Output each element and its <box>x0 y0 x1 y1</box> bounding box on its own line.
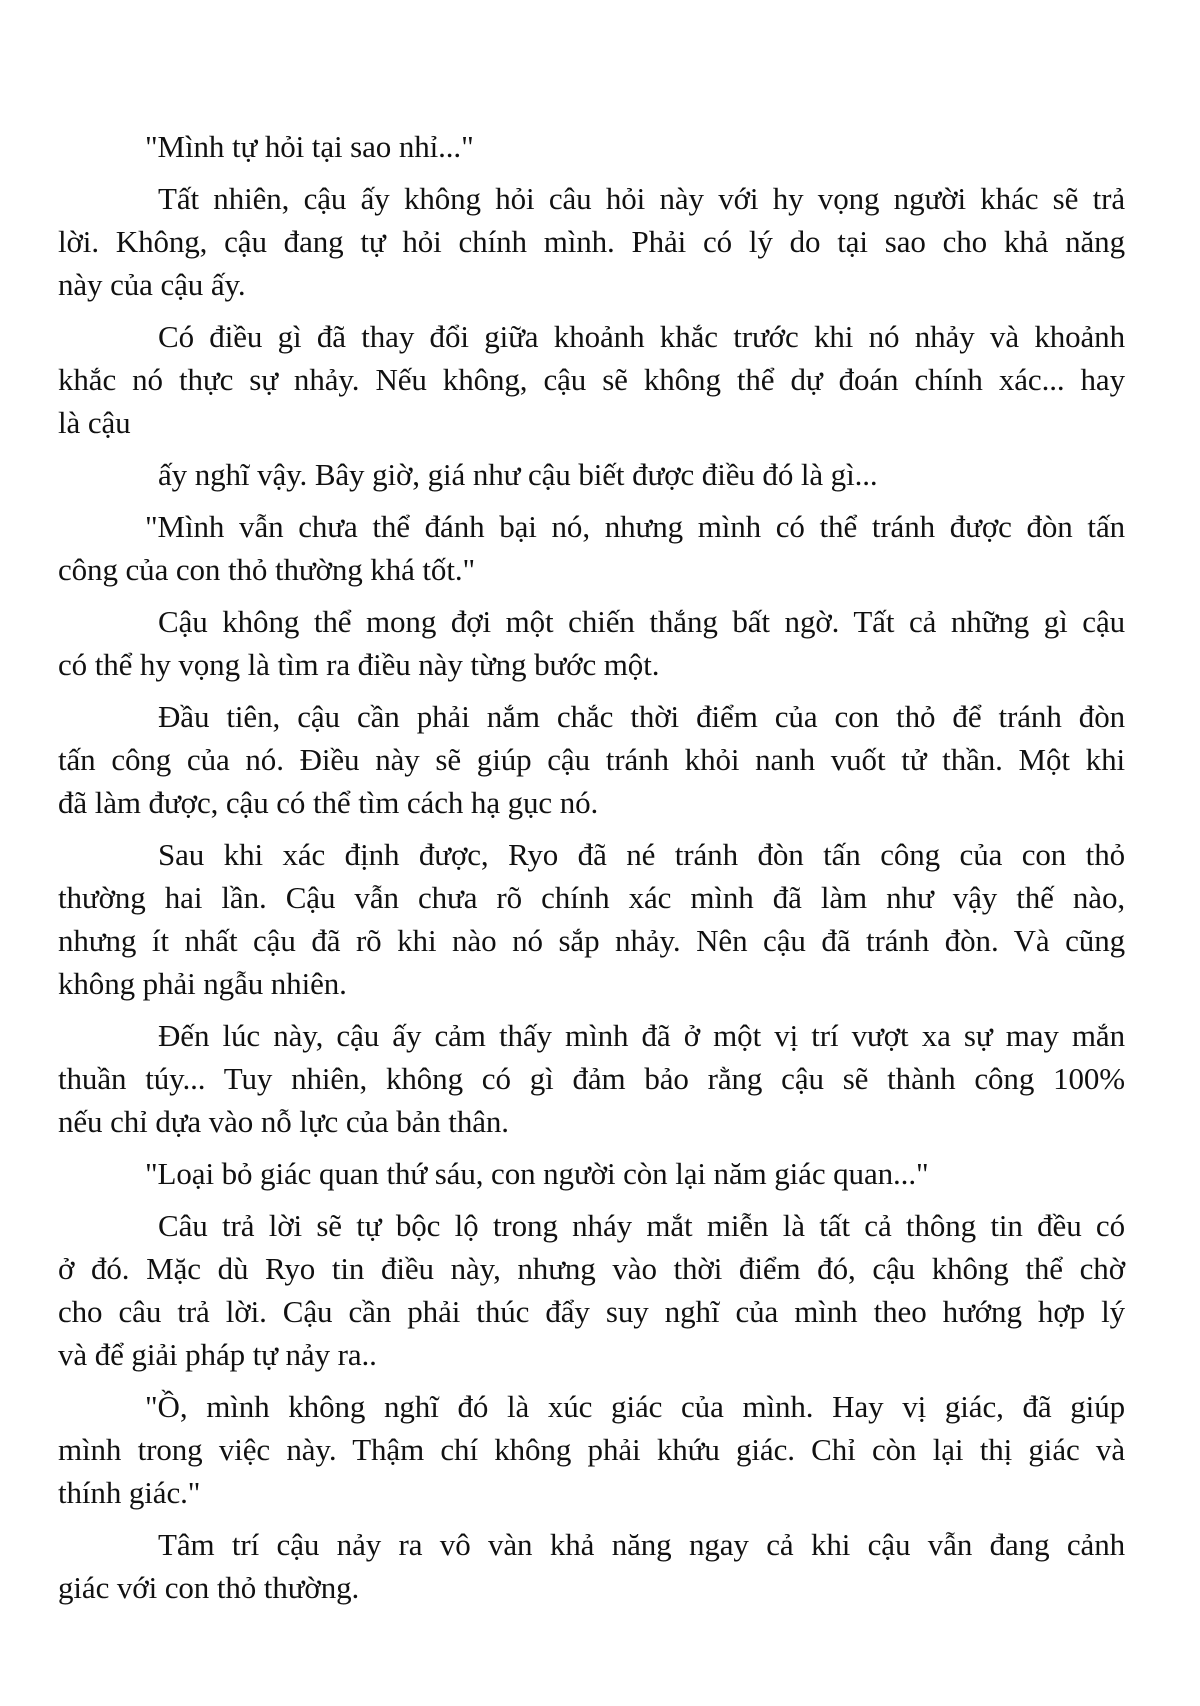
paragraph <box>58 177 1125 306</box>
text-line: "Ồ, mình không nghĩ đó là xúc giác của mình. Hay vị giác, đã giúp <box>145 1389 1125 1424</box>
paragraph <box>58 695 1125 824</box>
text-line: cho câu trả lời. Cậu cần phải thúc đẩy suy nghĩ của mình theo hướng hợp lý <box>58 1294 1125 1329</box>
paragraph <box>58 125 1125 168</box>
document-page <box>58 125 1125 1609</box>
paragraph <box>58 1014 1125 1143</box>
text-line: khắc nó thực sự nhảy. Nếu không, cậu sẽ không thể dự đoán chính xác... hay <box>58 362 1125 397</box>
text-line: đã làm được, cậu có thể tìm cách hạ gục nó. <box>58 785 599 820</box>
text-line: lời. Không, cậu đang tự hỏi chính mình. Phải có lý do tại sao cho khả năng <box>58 224 1125 259</box>
text-line: là cậu <box>58 405 131 440</box>
text-line: "Mình tự hỏi tại sao nhỉ..." <box>145 129 474 164</box>
paragraph <box>58 505 1125 591</box>
text-line: công của con thỏ thường khá tốt." <box>58 552 476 587</box>
text-line: giác với con thỏ thường. <box>58 1570 360 1605</box>
text-line: "Loại bỏ giác quan thứ sáu, con người còn lại năm giác quan..." <box>145 1156 929 1191</box>
text-line: Tâm trí cậu nảy ra vô vàn khả năng ngay cả khi cậu vẫn đang cảnh <box>158 1527 1125 1562</box>
text-line: ở đó. Mặc dù Ryo tin điều này, nhưng vào thời điểm đó, cậu không thể chờ <box>58 1251 1125 1286</box>
text-line: không phải ngẫu nhiên. <box>58 966 347 1001</box>
paragraph <box>58 600 1125 686</box>
text-line: có thể hy vọng là tìm ra điều này từng bước một. <box>58 647 660 682</box>
text-line: "Mình vẫn chưa thể đánh bại nó, nhưng mình có thể tránh được đòn tấn <box>145 509 1125 544</box>
text-line: nhưng ít nhất cậu đã rõ khi nào nó sắp nhảy. Nên cậu đã tránh đòn. Và cũng <box>58 923 1125 958</box>
text-line: tấn công của nó. Điều này sẽ giúp cậu tránh khỏi nanh vuốt tử thần. Một khi <box>58 742 1125 777</box>
text-line: Sau khi xác định được, Ryo đã né tránh đòn tấn công của con thỏ <box>158 837 1125 872</box>
paragraph <box>58 315 1125 444</box>
text-line: mình trong việc này. Thậm chí không phải khứu giác. Chỉ còn lại thị giác và <box>58 1432 1125 1467</box>
text-line: nếu chỉ dựa vào nỗ lực của bản thân. <box>58 1104 509 1139</box>
text-line: này của cậu ấy. <box>58 267 246 302</box>
text-line: Đến lúc này, cậu ấy cảm thấy mình đã ở một vị trí vượt xa sự may mắn <box>158 1018 1125 1053</box>
paragraph <box>58 1385 1125 1514</box>
text-line: thường hai lần. Cậu vẫn chưa rõ chính xác mình đã làm như vậy thế nào, <box>58 880 1125 915</box>
text-line: Câu trả lời sẽ tự bộc lộ trong nháy mắt miễn là tất cả thông tin đều có <box>158 1208 1125 1243</box>
paragraph <box>58 453 1125 496</box>
paragraph <box>58 833 1125 1005</box>
text-line: Có điều gì đã thay đổi giữa khoảnh khắc trước khi nó nhảy và khoảnh <box>158 319 1125 354</box>
paragraph <box>58 1204 1125 1376</box>
text-line: Đầu tiên, cậu cần phải nắm chắc thời điểm của con thỏ để tránh đòn <box>158 699 1125 734</box>
text-line: thính giác." <box>58 1475 201 1510</box>
text-line: Tất nhiên, cậu ấy không hỏi câu hỏi này với hy vọng người khác sẽ trả <box>158 181 1125 216</box>
text-line: thuần túy... Tuy nhiên, không có gì đảm bảo rằng cậu sẽ thành công 100% <box>58 1061 1125 1096</box>
text-line: Cậu không thể mong đợi một chiến thắng bất ngờ. Tất cả những gì cậu <box>158 604 1125 639</box>
paragraph <box>58 1523 1125 1609</box>
paragraph <box>58 1152 1125 1195</box>
text-line: và để giải pháp tự nảy ra.. <box>58 1337 377 1372</box>
text-line: ấy nghĩ vậy. Bây giờ, giá như cậu biết được điều đó là gì... <box>158 457 878 492</box>
